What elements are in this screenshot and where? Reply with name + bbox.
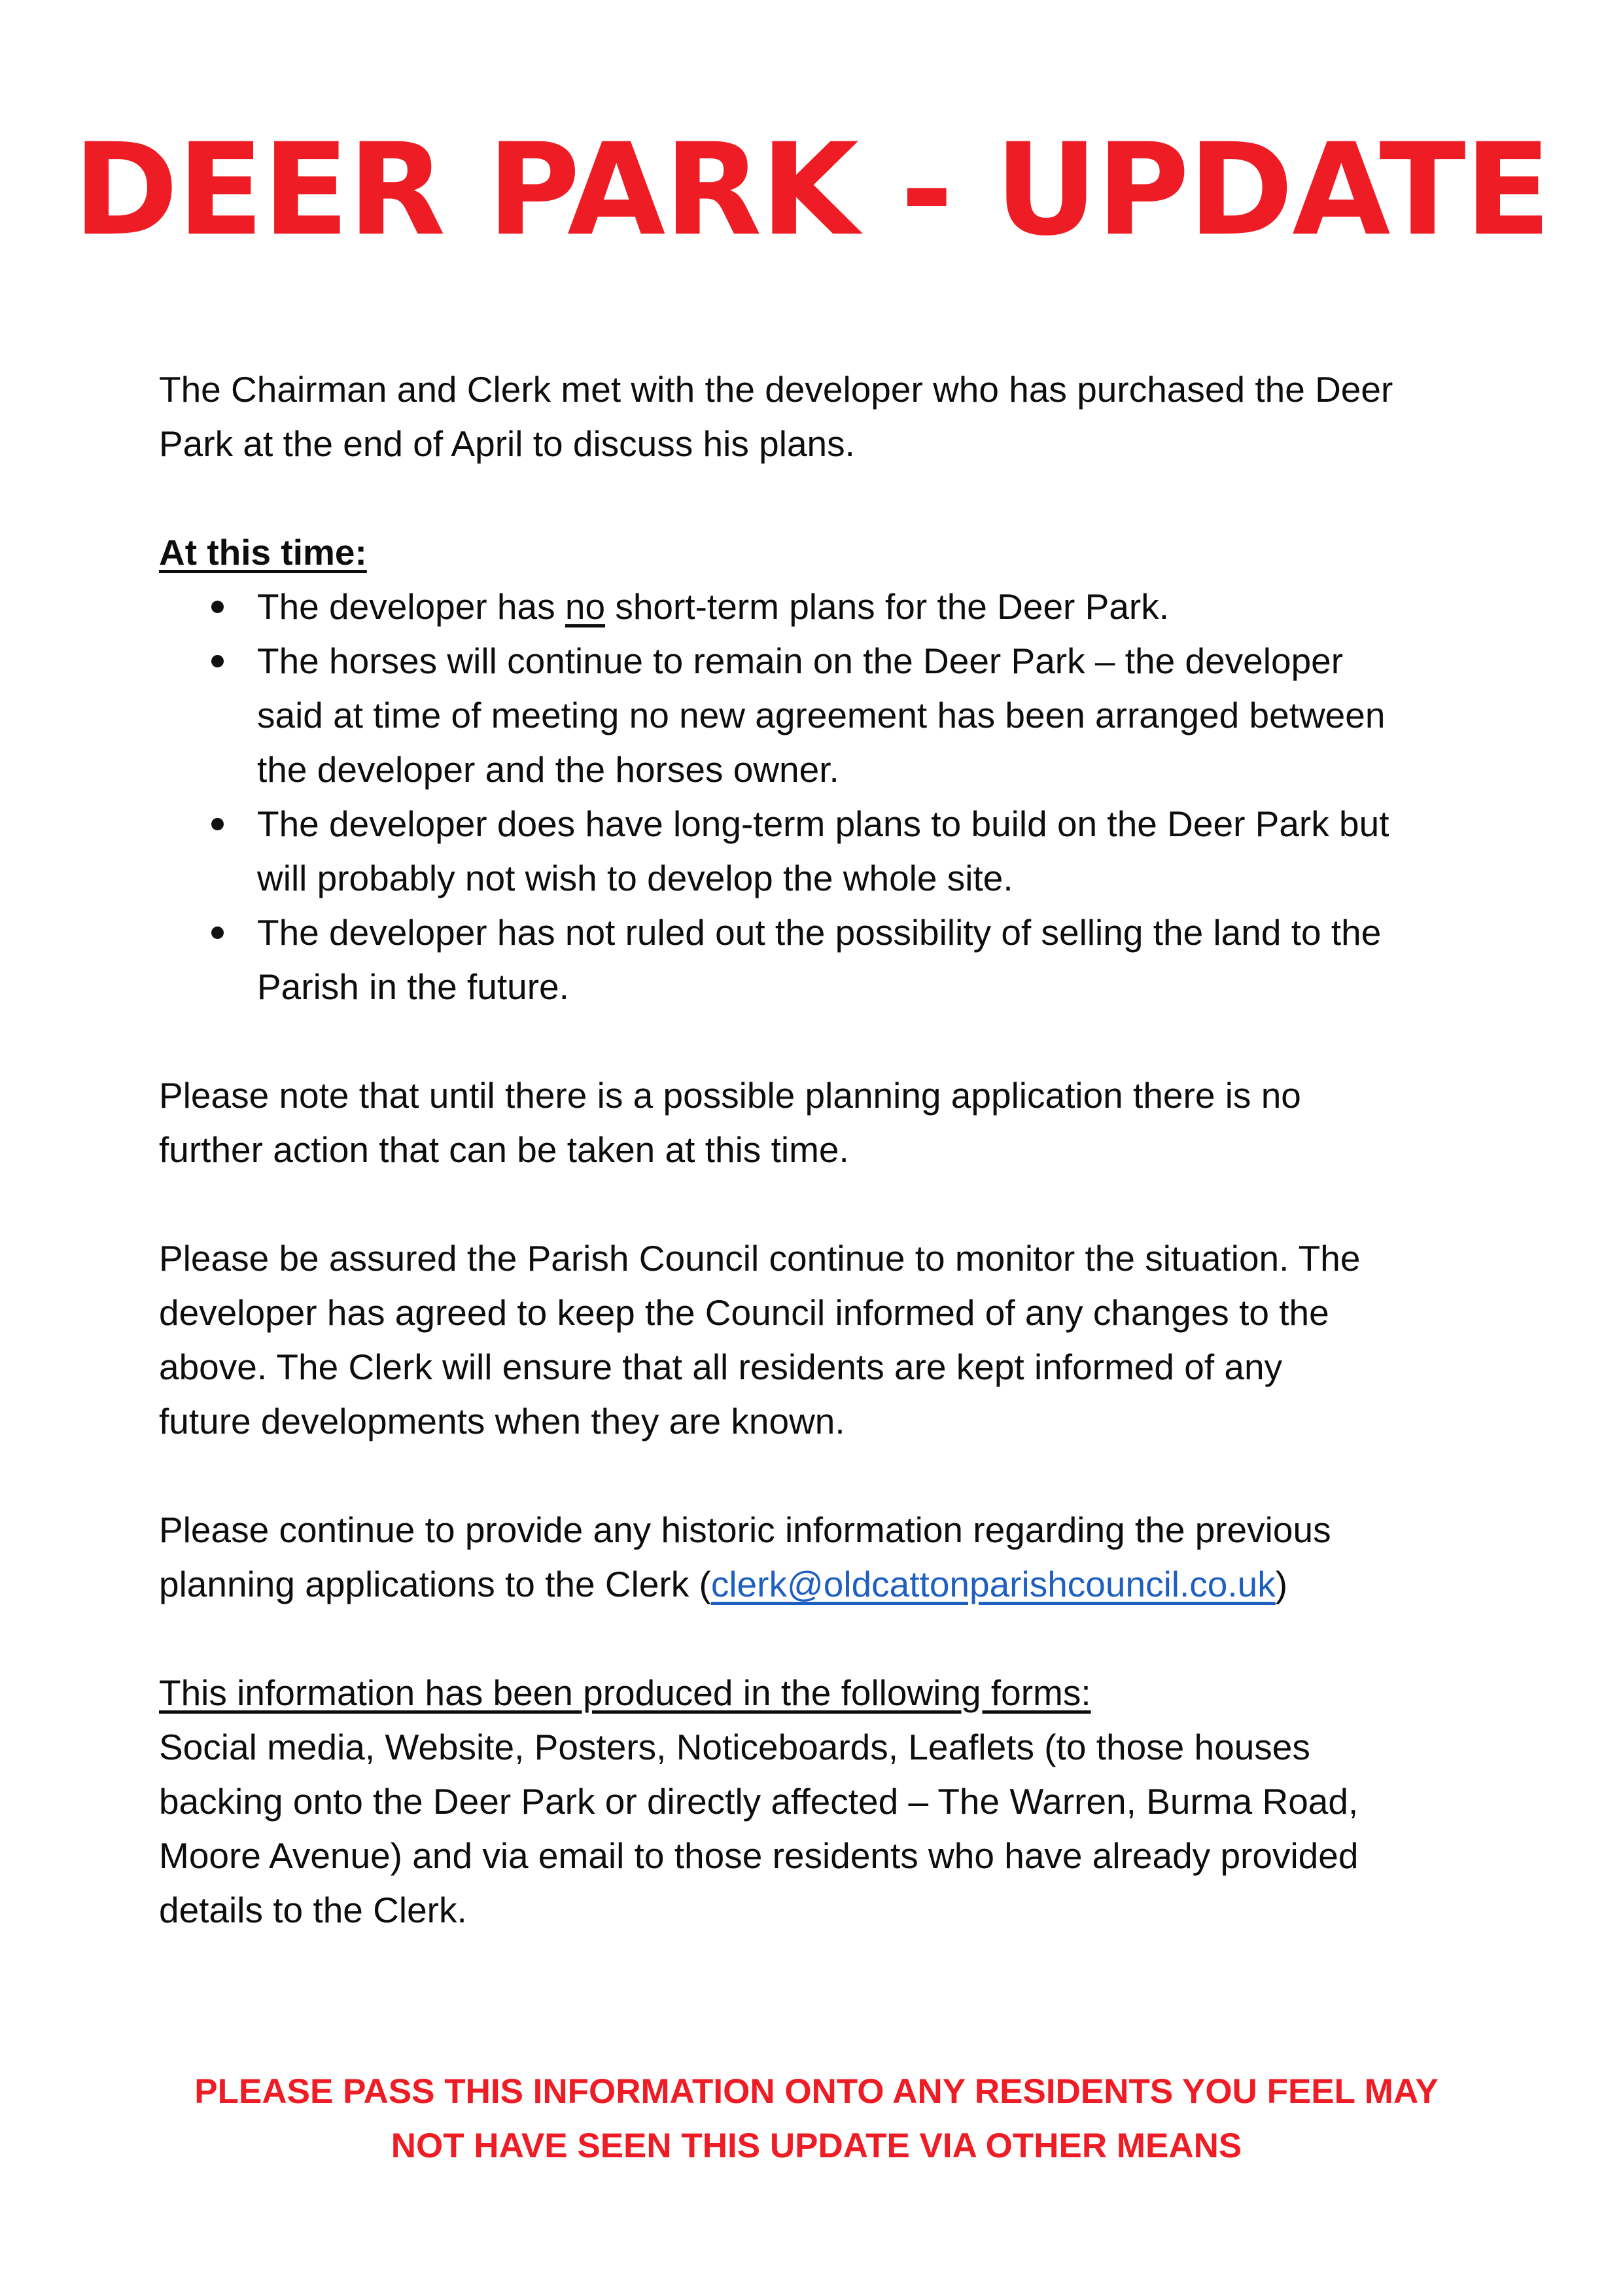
bullet-dot-icon	[211, 818, 224, 830]
intro-paragraph	[159, 362, 1474, 471]
forms-line-1: Social media, Website, Posters, Noticeboards, Leaflets (to those houses	[159, 1727, 1310, 1767]
forms-line-4: details to the Clerk.	[159, 1890, 467, 1930]
list-item	[159, 906, 1474, 1014]
bullet-2-line-3: the developer and the horses owner.	[257, 749, 839, 790]
historic-paragraph	[159, 1503, 1474, 1612]
assurance-line-3: above. The Clerk will ensure that all residents are kept informed of any	[159, 1347, 1283, 1387]
historic-line-2-before: planning applications to the Clerk (	[159, 1564, 711, 1604]
at-this-time-heading	[159, 525, 1474, 580]
bullet-3-line-1: The developer does have long-term plans to build on the Deer Park but	[257, 804, 1389, 844]
bullet-dot-icon	[211, 601, 224, 613]
paragraph-gap	[159, 1449, 1474, 1503]
list-item	[159, 580, 1474, 634]
paragraph-gap	[159, 1014, 1474, 1069]
clerk-email-link[interactable]: clerk@oldcattonparishcouncil.co.uk	[710, 1564, 1276, 1604]
bullet-2-line-2: said at time of meeting no new agreement has been arranged between	[257, 695, 1386, 735]
forms-paragraph	[159, 1666, 1474, 1937]
assurance-line-1: Please be assured the Parish Council continue to monitor the situation. The	[159, 1238, 1361, 1279]
bullet-3-line-2: will probably not wish to develop the whole site.	[257, 858, 1013, 898]
at-this-time-list	[159, 580, 1474, 1014]
assurance-line-2: developer has agreed to keep the Council informed of any changes to the	[159, 1292, 1329, 1333]
footer-notice	[159, 2064, 1474, 2173]
historic-line-2-after: )	[1275, 1564, 1288, 1604]
intro-line-1: The Chairman and Clerk met with the developer who has purchased the Deer	[159, 369, 1393, 410]
note-paragraph	[159, 1069, 1474, 1177]
forms-heading: This information has been produced in the following forms:	[159, 1672, 1091, 1713]
paragraph-gap	[159, 1177, 1474, 1231]
intro-line-2: Park at the end of April to discuss his plans.	[159, 423, 855, 464]
note-line-2: further action that can be taken at this time.	[159, 1129, 849, 1170]
footer-line-1: PLEASE PASS THIS INFORMATION ONTO ANY RESIDENTS YOU FEEL MAY	[194, 2072, 1439, 2111]
document-body	[159, 362, 1474, 1937]
at-this-time-heading-text: At this time:	[159, 532, 367, 573]
forms-line-3: Moore Avenue) and via email to those residents who have already provided	[159, 1835, 1359, 1876]
footer-line-2: NOT HAVE SEEN THIS UPDATE VIA OTHER MEANS	[391, 2127, 1242, 2165]
assurance-line-4: future developments when they are known.	[159, 1401, 845, 1441]
paragraph-gap	[159, 471, 1474, 525]
page-title: DEER PARK - UPDATE	[73, 116, 1550, 264]
bullet-2-line-1: The horses will continue to remain on the Deer Park – the developer	[257, 641, 1344, 681]
bullet-1-before: The developer has	[257, 586, 565, 627]
bullet-4-line-1: The developer has not ruled out the possibility of selling the land to the	[257, 912, 1382, 953]
assurance-paragraph	[159, 1231, 1474, 1449]
list-item	[159, 634, 1474, 797]
bullet-dot-icon	[211, 927, 224, 939]
bullet-dot-icon	[211, 655, 224, 667]
bullet-1-after: short-term plans for the Deer Park.	[605, 586, 1170, 627]
historic-line-1: Please continue to provide any historic information regarding the previous	[159, 1510, 1331, 1550]
bullet-4-line-2: Parish in the future.	[257, 966, 569, 1007]
list-item	[159, 797, 1474, 906]
bullet-1-emphasis: no	[565, 586, 606, 627]
forms-line-2: backing onto the Deer Park or directly affected – The Warren, Burma Road,	[159, 1781, 1359, 1822]
paragraph-gap	[159, 1612, 1474, 1666]
note-line-1: Please note that until there is a possible planning application there is no	[159, 1075, 1301, 1116]
